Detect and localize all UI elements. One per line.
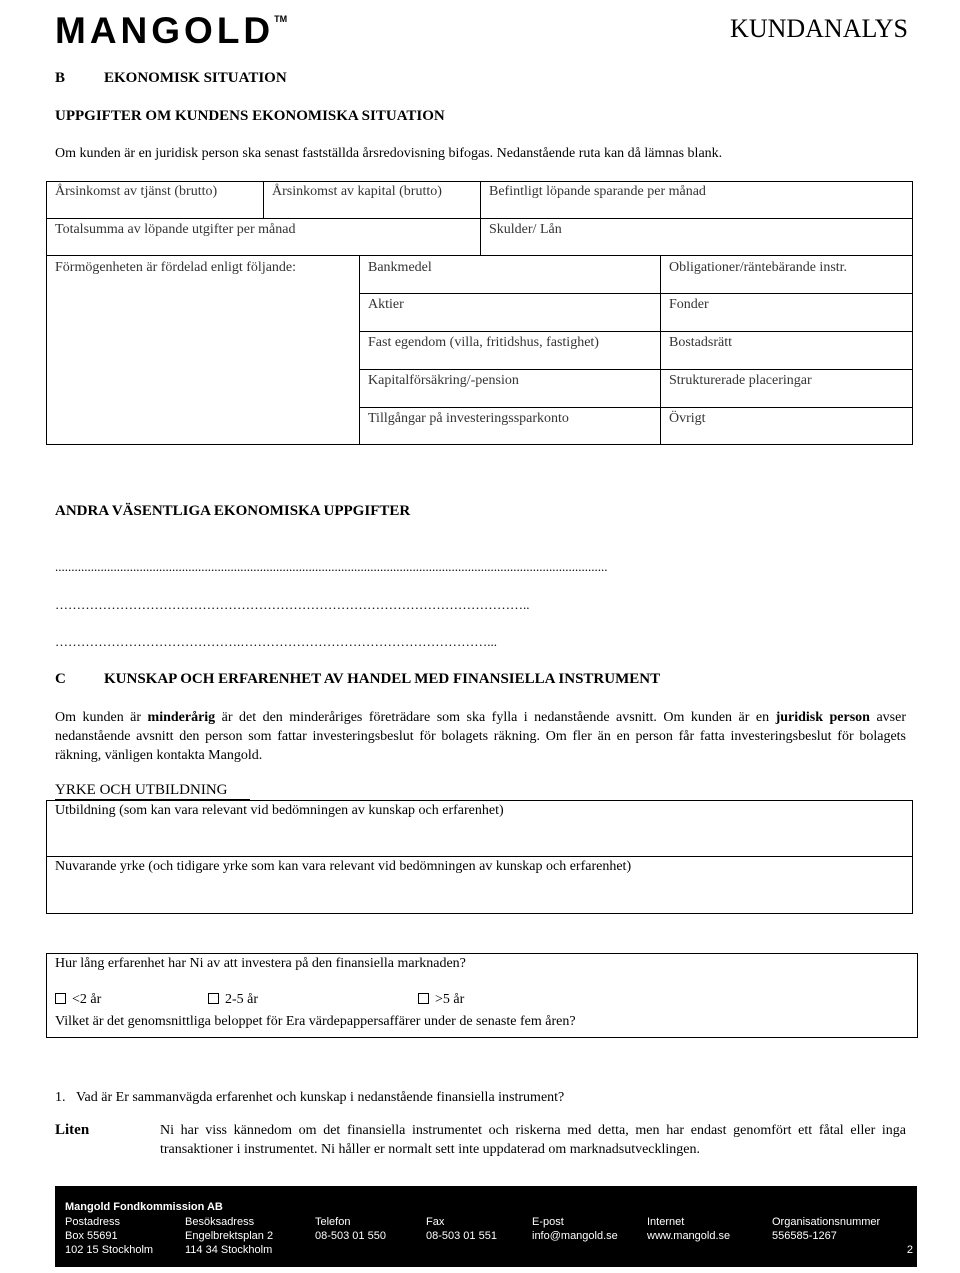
checkbox-icon[interactable] (208, 993, 219, 1004)
experience-option-lt2[interactable]: <2 år (55, 992, 101, 1008)
page-number: 2 (906, 1244, 913, 1256)
assets-vline-1 (359, 255, 360, 445)
footer-header-visit: Besöksadress (185, 1216, 255, 1228)
document-title: KUNDANALYS (730, 14, 908, 43)
footer-phone: 08-503 01 550 (315, 1230, 386, 1242)
other-title: ANDRA VÄSENTLIGA EKONOMISKA UPPGIFTER (55, 503, 411, 519)
section-b-intro: Om kunden är en juridisk person ska senast fastställda årsredovisning bifogas. Nedanstående ruta kan då lämnas blank. (55, 146, 723, 161)
other-line-3[interactable]: …………………………………….…………………………………………………... (55, 634, 497, 649)
footer-header-fax: Fax (426, 1216, 445, 1228)
asset-insurance-pension-field[interactable]: Kapitalförsäkring/-pension (368, 373, 519, 388)
footer-header-orgnr: Organisationsnummer (772, 1216, 881, 1228)
assets-hline-4 (359, 407, 913, 408)
amount-question-field[interactable]: Vilket är det genomsnittliga beloppet för Era värdepappersaffärer under de senaste fem åren? (55, 1014, 576, 1029)
checkbox-icon[interactable] (418, 993, 429, 1004)
footer-header-internet: Internet (647, 1216, 685, 1228)
knowledge-level-text: Ni har viss kännedom om det finansiella instrumentet och riskerna med detta, men har endast genomfört ett fåtal eller inga transaktioner i instrumentet. Ni håller er normalt sett inte uppdaterad om marknadsutvecklingen. (160, 1123, 906, 1157)
knowledge-number: 1. (55, 1090, 66, 1105)
footer-fax: 08-503 01 551 (426, 1230, 497, 1242)
footer-company: Mangold Fondkommission AB (65, 1201, 223, 1213)
education-field[interactable]: Utbildning (som kan vara relevant vid bedömningen av kunskap och erfarenhet) (55, 803, 504, 818)
assets-vline-2 (660, 255, 661, 445)
experience-question: Hur lång erfarenhet har Ni av att investera på den finansiella marknaden? (55, 956, 466, 971)
capital-income-field[interactable]: Årsinkomst av kapital (brutto) (272, 184, 442, 199)
section-c-letter: C (55, 671, 66, 687)
asset-funds-field[interactable]: Fonder (669, 297, 709, 312)
occupation-field[interactable]: Nuvarande yrke (och tidigare yrke som kan vara relevant vid bedömningen av kunskap och erfarenhet) (55, 859, 632, 874)
experience-option-2to5[interactable]: 2-5 år (208, 992, 258, 1008)
other-line-1[interactable]: .......................................................................................................................................................................... (55, 559, 608, 574)
yrke-title: YRKE OCH UTBILDNING (55, 782, 228, 798)
assets-hline-2 (359, 331, 913, 332)
footer-orgnr: 556585-1267 (772, 1230, 837, 1242)
other-line-2[interactable]: ……………………………………………………………………………………………….. (55, 597, 530, 612)
footer-header-email: E-post (532, 1216, 564, 1228)
income-box-vline-1 (263, 181, 264, 218)
footer-header-phone: Telefon (315, 1216, 351, 1228)
footer-header-postal: Postadress (65, 1216, 121, 1228)
section-c-title: KUNSKAP OCH ERFARENHET AV HANDEL MED FINANSIELLA INSTRUMENT (104, 671, 661, 687)
section-b-subtitle: UPPGIFTER OM KUNDENS EKONOMISKA SITUATION (55, 108, 445, 124)
asset-other-field[interactable]: Övrigt (669, 411, 706, 426)
asset-stocks-field[interactable]: Aktier (368, 297, 404, 312)
section-b-letter: B (55, 70, 66, 86)
section-c-paragraph: Om kunden är minderårig är det den minderåriges företrädare som ska fylla i nedanstående avsnitt. Om kunden är en juridisk person avser nedanstående avsnitt den person som fattar investeringsbeslut för bolagets räkning. Om fler än en person får fatta investeringsbeslut för bolagets räkning, vänligen kontakta Mangold. (55, 710, 906, 763)
mangold-logo: MANGOLD™ (55, 10, 288, 51)
footer-website-link[interactable]: www.mangold.se (647, 1230, 731, 1242)
footer-email-link[interactable]: info@mangold.se (532, 1230, 618, 1242)
asset-real-estate-field[interactable]: Fast egendom (villa, fritidshus, fastighet) (368, 335, 599, 350)
monthly-expenses-field[interactable]: Totalsumma av löpande utgifter per månad (55, 222, 296, 237)
asset-tenant-ownership-field[interactable]: Bostadsrätt (669, 335, 732, 350)
footer-visit-street: Engelbrektsplan 2 (185, 1230, 274, 1242)
checkbox-icon[interactable] (55, 993, 66, 1004)
asset-isk-field[interactable]: Tillgångar på investeringssparkonto (368, 411, 569, 426)
income-box-vline-2 (480, 181, 481, 256)
knowledge-level-label: Liten (55, 1122, 90, 1138)
debts-loans-field[interactable]: Skulder/ Lån (489, 222, 562, 237)
assets-label: Förmögenheten är fördelad enligt följande: (55, 260, 297, 275)
asset-bank-field[interactable]: Bankmedel (368, 260, 432, 275)
footer-visit-city: 114 34 Stockholm (185, 1244, 273, 1256)
assets-hline-3 (359, 369, 913, 370)
salary-income-field[interactable]: Årsinkomst av tjänst (brutto) (55, 184, 218, 199)
assets-hline-1 (359, 293, 913, 294)
experience-option-gt5[interactable]: >5 år (418, 992, 464, 1008)
footer-postal-box: Box 55691 (65, 1230, 118, 1242)
education-box-divider (46, 856, 913, 857)
section-b-title: EKONOMISK SITUATION (104, 70, 287, 86)
footer-postal-city: 102 15 Stockholm (65, 1244, 154, 1256)
asset-structured-field[interactable]: Strukturerade placeringar (669, 373, 812, 388)
knowledge-question: Vad är Er sammanvägda erfarenhet och kunskap i nedanstående finansiella instrument? (76, 1090, 565, 1105)
monthly-savings-field[interactable]: Befintligt löpande sparande per månad (489, 184, 706, 199)
footer (55, 1186, 917, 1267)
asset-bonds-field[interactable]: Obligationer/räntebärande instr. (669, 260, 848, 275)
